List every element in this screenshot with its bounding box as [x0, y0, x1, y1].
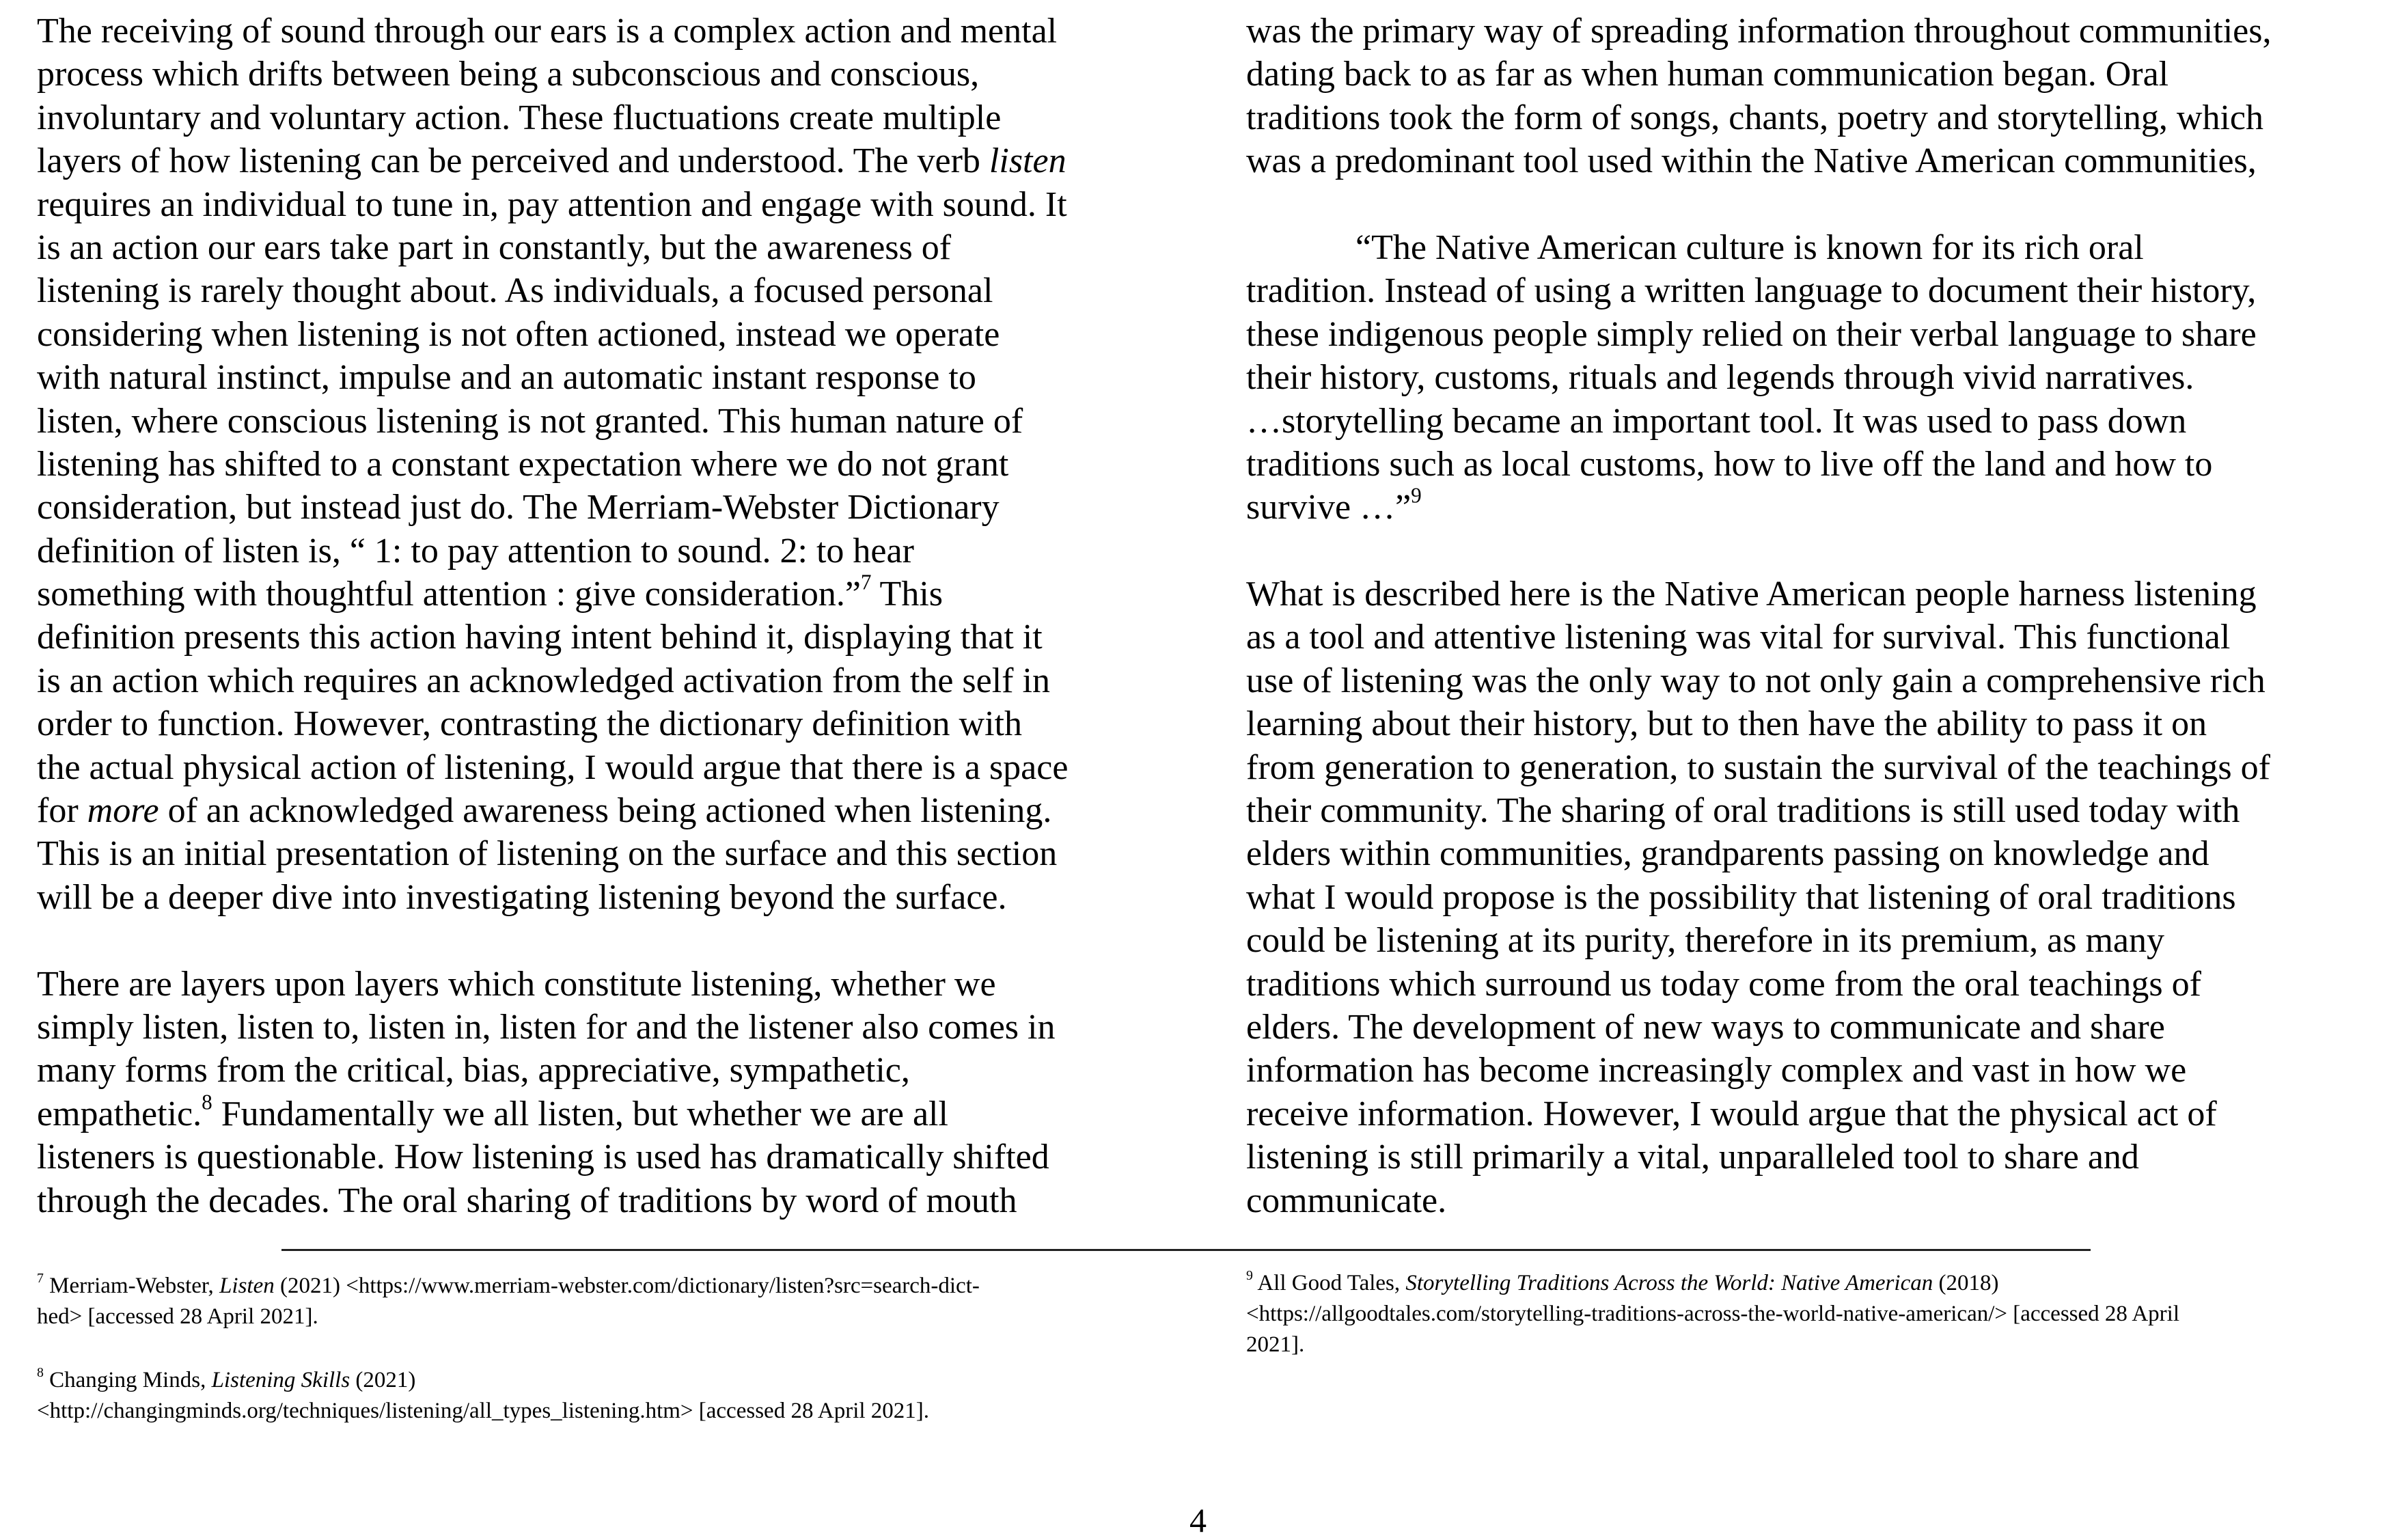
text-segment: simply listen, listen to, listen in, listen for and the listener also comes in [37, 1007, 1056, 1047]
text-line [1246, 96, 2367, 139]
text-segment: hed> [accessed 28 April 2021]. [37, 1304, 318, 1329]
text-line [1246, 832, 2367, 875]
text-line [1246, 919, 2367, 962]
body-column-right [1246, 10, 2367, 1222]
text-segment: …storytelling became an important tool. It was used to pass down [1246, 401, 2187, 441]
text-segment: with natural instinct, impulse and an automatic instant response to [37, 358, 976, 398]
footnote-marker: 8 [202, 1090, 212, 1114]
text-line [1246, 400, 2367, 443]
text-segment: dating back to as far as when human communication began. Oral [1246, 55, 2169, 94]
text-line [37, 1271, 980, 1302]
text-line [1246, 183, 2367, 226]
text-line [1246, 789, 2367, 832]
text-segment: (2021) [350, 1368, 416, 1392]
text-line [1246, 443, 2367, 486]
text-segment: considering when listening is not often actioned, instead we operate [37, 314, 1000, 354]
text-line [37, 1396, 929, 1427]
text-segment: their history, customs, rituals and legends through vivid narratives. [1246, 358, 2194, 398]
text-line [37, 832, 1157, 875]
text-segment: involuntary and voluntary action. These fluctuations create multiple [37, 98, 1002, 137]
text-line [37, 1302, 980, 1332]
text-segment: All Good Tales, [1252, 1271, 1406, 1295]
text-segment: information has become increasingly complex and vast in how we [1246, 1051, 2187, 1090]
text-line [37, 659, 1157, 702]
text-line [1246, 659, 2367, 702]
text-line [37, 702, 1157, 745]
text-line [37, 226, 1157, 269]
text-segment: survive …” [1246, 488, 1412, 527]
text-line [37, 486, 1157, 529]
text-line [1246, 53, 2367, 96]
text-segment: could be listening at its purity, therefore in its premium, as many [1246, 921, 2165, 961]
text-segment: their community. The sharing of oral traditions is still used today with [1246, 791, 2240, 831]
footnote-9 [1246, 1268, 2179, 1360]
text-line [37, 400, 1157, 443]
text-line [1246, 616, 2367, 659]
text-segment: Changing Minds, [43, 1368, 212, 1392]
text-line [1246, 483, 2367, 529]
text-segment: “The Native American culture is known for its rich oral [1355, 228, 2144, 267]
text-segment: is an action which requires an acknowledged activation from the self in [37, 661, 1050, 700]
text-segment: listening is still primarily a vital, unparalleled tool to share and [1246, 1138, 2139, 1177]
footnote-marker: 9 [1411, 483, 1422, 508]
text-line [1246, 1006, 2367, 1049]
text-segment: <http://changingminds.org/techniques/listening/all_types_listening.htm> [accessed 28 April 2021]. [37, 1399, 930, 1423]
text-segment: order to function. However, contrasting the dictionary definition with [37, 704, 1022, 744]
text-segment: traditions such as local customs, how to live off the land and how to [1246, 444, 2213, 484]
text-line [1246, 573, 2367, 616]
footnote-8 [37, 1365, 929, 1427]
text-segment: Fundamentally we all listen, but whether we are all [212, 1094, 948, 1133]
text-segment: of an acknowledged awareness being actioned when listening. [159, 791, 1052, 831]
text-line [37, 789, 1157, 832]
text-line [37, 96, 1157, 139]
text-segment: <https://allgoodtales.com/storytelling-traditions-across-the-world-native-american/> [accessed 28 April [1246, 1302, 2179, 1326]
footnote-marker: 9 [1246, 1268, 1253, 1284]
text-line [37, 1092, 1157, 1136]
text-segment: empathetic. [37, 1094, 202, 1133]
text-line [1246, 1330, 2179, 1360]
text-line [37, 356, 1157, 399]
footnote-marker: 7 [37, 1271, 44, 1287]
text-segment: The receiving of sound through our ears is a complex action and mental [37, 12, 1058, 51]
text-segment: elders. The development of new ways to communicate and share [1246, 1007, 2165, 1047]
text-segment: tradition. Instead of using a written language to document their history, [1246, 271, 2257, 311]
text-segment: listening has shifted to a constant expectation where we do not grant [37, 444, 1009, 484]
text-line [37, 53, 1157, 96]
text-segment: these indigenous people simply relied on their verbal language to share [1246, 314, 2257, 354]
text-line [37, 183, 1157, 226]
text-segment: listening is rarely thought about. As individuals, a focused personal [37, 271, 993, 311]
text-segment: traditions which surround us today come from the oral teachings of [1246, 964, 2201, 1004]
text-segment: consideration, but instead just do. The Merriam-Webster Dictionary [37, 488, 1000, 527]
text-line [37, 10, 1157, 53]
text-segment: There are layers upon layers which constitute listening, whether we [37, 964, 996, 1004]
text-line [37, 530, 1157, 573]
text-line [1246, 226, 2367, 269]
text-line [1246, 530, 2367, 573]
text-line [1246, 1268, 2179, 1299]
text-segment: as a tool and attentive listening was vital for survival. This functional [1246, 618, 2231, 657]
text-segment: communicate. [1246, 1181, 1447, 1220]
text-line [37, 1365, 929, 1396]
text-line [1246, 746, 2367, 789]
text-line [37, 443, 1157, 486]
text-segment: something with thoughtful attention : give consideration.” [37, 575, 861, 614]
text-segment: learning about their history, but to then have the ability to pass it on [1246, 704, 2207, 744]
footnote-7 [37, 1271, 980, 1332]
italic-text: Storytelling Traditions Across the World: Native American [1405, 1271, 1933, 1295]
text-segment: This [871, 575, 944, 614]
text-segment: through the decades. The oral sharing of traditions by word of mouth [37, 1181, 1017, 1220]
italic-text: more [87, 791, 159, 831]
footnote-marker: 7 [860, 570, 872, 594]
text-segment: is an action our ears take part in constantly, but the awareness of [37, 228, 952, 267]
text-line [1246, 963, 2367, 1006]
text-line [37, 139, 1157, 182]
text-line [37, 919, 1157, 962]
text-line [1246, 139, 2367, 182]
text-segment: (2021) <https://www.merriam-webster.com/dictionary/listen?src=search-dict- [274, 1274, 980, 1298]
text-line [1246, 1179, 2367, 1222]
text-segment: the actual physical action of listening, I would argue that there is a space [37, 747, 1069, 787]
text-line [1246, 10, 2367, 53]
text-segment: requires an individual to tune in, pay attention and engage with sound. It [37, 184, 1067, 224]
text-segment: (2018) [1933, 1271, 1999, 1295]
text-segment: listen, where conscious listening is not granted. This human nature of [37, 401, 1023, 441]
text-line [37, 269, 1157, 312]
text-segment: receive information. However, I would argue that the physical act of [1246, 1094, 2217, 1133]
text-segment: layers of how listening can be perceived and understood. The verb [37, 141, 989, 181]
text-segment: many forms from the critical, bias, appreciative, sympathetic, [37, 1051, 910, 1090]
italic-text: Listen [219, 1274, 275, 1298]
text-line [37, 313, 1157, 356]
text-segment: listeners is questionable. How listening is used has dramatically shifted [37, 1138, 1049, 1177]
text-line [37, 746, 1157, 789]
text-line [1246, 1299, 2179, 1330]
text-line [1246, 269, 2367, 312]
text-segment: 2021]. [1246, 1332, 1305, 1357]
text-line [37, 1049, 1157, 1092]
text-line [37, 1179, 1157, 1222]
page-number: 4 [1189, 1501, 1207, 1539]
text-line [37, 963, 1157, 1006]
text-segment: Merriam-Webster, [43, 1274, 220, 1298]
text-segment: will be a deeper dive into investigating listening beyond the surface. [37, 877, 1007, 917]
footnote-separator [281, 1249, 2091, 1251]
text-segment: for [37, 791, 87, 831]
text-segment: was a predominant tool used within the Native American communities, [1246, 141, 2257, 181]
text-line [1246, 1136, 2367, 1179]
text-segment: traditions took the form of songs, chants, poetry and storytelling, which [1246, 98, 2263, 137]
text-segment: process which drifts between being a subconscious and conscious, [37, 55, 980, 94]
text-segment: was the primary way of spreading information throughout communities, [1246, 12, 2272, 51]
text-segment: definition of listen is, “ 1: to pay attention to sound. 2: to hear [37, 531, 914, 570]
text-line [1246, 702, 2367, 745]
footnote-marker: 8 [37, 1365, 44, 1381]
text-segment: elders within communities, grandparents passing on knowledge and [1246, 834, 2209, 874]
text-line [1246, 876, 2367, 919]
text-line [37, 1136, 1157, 1179]
italic-text: listen [989, 141, 1066, 181]
text-segment: definition presents this action having intent behind it, displaying that it [37, 618, 1043, 657]
text-segment: from generation to generation, to sustain the survival of the teachings of [1246, 747, 2270, 787]
text-line [1246, 356, 2367, 399]
text-line [1246, 1092, 2367, 1136]
text-segment: use of listening was the only way to not only gain a comprehensive rich [1246, 661, 2266, 700]
body-column-left [37, 10, 1157, 1222]
text-line [37, 616, 1157, 659]
text-line [1246, 313, 2367, 356]
text-line [37, 876, 1157, 919]
text-segment: what I would propose is the possibility that listening of oral traditions [1246, 877, 2236, 917]
text-segment: What is described here is the Native American people harness listening [1246, 575, 2257, 614]
italic-text: Listening Skills [211, 1368, 350, 1392]
text-segment: This is an initial presentation of listening on the surface and this section [37, 834, 1058, 874]
text-line [1246, 1049, 2367, 1092]
text-line [37, 1006, 1157, 1049]
text-line [37, 570, 1157, 616]
